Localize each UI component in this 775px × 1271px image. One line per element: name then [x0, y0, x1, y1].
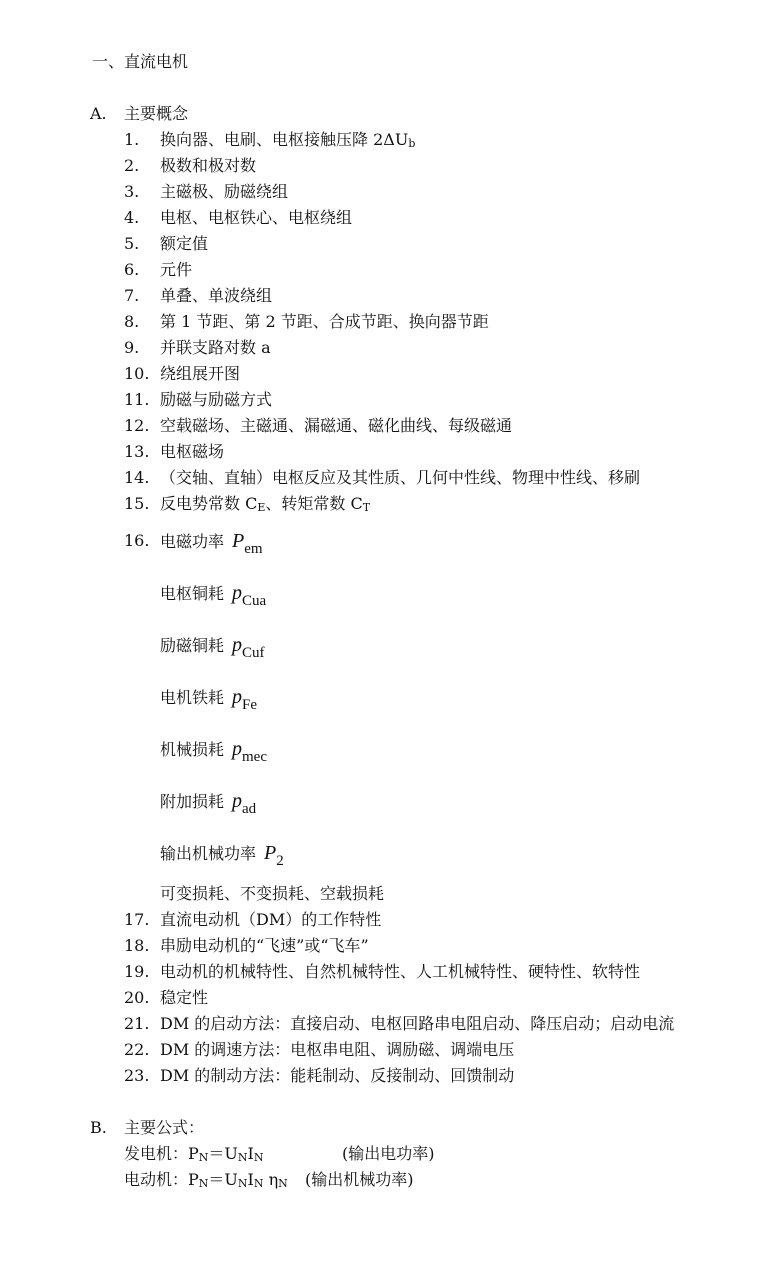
item-text [160, 259, 192, 281]
item-num: 16. [124, 531, 150, 550]
item-text-main: （交轴、直轴）电枢反应及其性质、几何中性线、物理中性线、移刷 [160, 468, 641, 487]
item-num: 12. [124, 416, 150, 435]
power-term [160, 686, 257, 716]
power-term [160, 738, 267, 768]
item-num: 20. [124, 988, 150, 1007]
item-num: 9. [124, 338, 140, 357]
item-text: 电动机的机械特性、自然机械特性、人工机械特性、硬特性、软特性 [160, 962, 641, 981]
item-num: 11. [124, 390, 150, 409]
power-label: 电机铁耗 [160, 688, 225, 707]
item-text: 直流电动机（DM）的工作特性 [160, 910, 382, 929]
item-text-main: 主磁极、励磁绕组 [160, 182, 289, 201]
item-text-main: 励磁与励磁方式 [160, 390, 273, 409]
item-text: DM 的制动方法：能耗制动、反接制动、回馈制动 [160, 1066, 515, 1085]
item-num: 6. [124, 260, 140, 279]
loss-summary: 可变损耗、不变损耗、空载损耗 [160, 884, 385, 903]
item-text-main: 极数和极对数 [160, 156, 257, 175]
item-text [160, 337, 271, 359]
item-num: 4. [124, 208, 140, 227]
item-text-main: 额定值 [160, 234, 209, 253]
item-text [160, 493, 370, 519]
item-num: 23. [124, 1066, 150, 1085]
item-text: 串励电动机的“飞速”或“飞车” [160, 936, 369, 955]
power-symbol [232, 634, 265, 661]
item-text-main: 换向器、电刷、电枢接触压降 2ΔU [160, 130, 409, 149]
power-symbol [264, 842, 284, 869]
power-label: 电枢铜耗 [160, 584, 225, 603]
power-symbol [232, 686, 258, 713]
item-num: 14. [124, 468, 150, 487]
power-symbol-letter: p [232, 738, 243, 760]
item-text [160, 181, 288, 203]
power-symbol-letter: p [232, 582, 243, 604]
item-text-main: 单叠、单波绕组 [160, 286, 273, 305]
section-a-title: 主要概念 [124, 104, 189, 123]
item-text: 稳定性 [160, 988, 209, 1007]
item-text [160, 441, 224, 463]
power-symbol-letter: P [264, 842, 277, 864]
power-symbol-letter: p [232, 790, 243, 812]
item-num: 2. [124, 156, 140, 175]
power-label: 附加损耗 [160, 792, 225, 811]
power-term [160, 790, 256, 820]
power-symbol-sub: mec [242, 749, 267, 765]
power-symbol-sub: Fe [242, 697, 258, 713]
item-num: 7. [124, 286, 140, 305]
power-symbol-letter: p [232, 686, 243, 708]
section-b-label: B. [90, 1118, 107, 1137]
item-text [160, 311, 489, 333]
power-symbol-sub: Cua [242, 593, 267, 609]
item-text [160, 207, 352, 229]
item-text [160, 155, 256, 177]
item-text-main: 第 1 节距、第 2 节距、合成节距、换向器节距 [160, 312, 489, 331]
generator-note: (输出电功率) [342, 1144, 435, 1163]
item-num: 18. [124, 936, 150, 955]
item-text [160, 363, 240, 385]
item-text [160, 467, 640, 489]
item-text [160, 233, 208, 255]
item-text: DM 的启动方法：直接启动、电枢回路串电阻启动、降压启动；启动电流 [160, 1014, 675, 1033]
power-symbol-sub: 2 [276, 853, 284, 869]
power-symbol-letter: P [232, 530, 245, 552]
power-label: 机械损耗 [160, 740, 225, 759]
section-b-title: 主要公式： [124, 1118, 205, 1137]
item-text-main: 、转矩常数 C [265, 494, 363, 513]
item-num: 13. [124, 442, 150, 461]
power-symbol [232, 530, 263, 557]
item-num: 19. [124, 962, 150, 981]
motor-formula: 电动机：PN＝UNIN ηN [124, 1170, 288, 1190]
power-symbol-sub: em [244, 541, 263, 557]
power-label: 励磁铜耗 [160, 636, 225, 655]
item-text [160, 415, 512, 437]
item-num: 1. [124, 130, 140, 149]
item-text-main: 元件 [160, 260, 193, 279]
item-num: 5. [124, 234, 140, 253]
motor-note: (输出机械功率) [305, 1170, 414, 1189]
power-symbol [232, 790, 257, 817]
power-term [160, 634, 265, 664]
item-num: 17. [124, 910, 150, 929]
power-term [160, 842, 284, 872]
power-symbol-sub: Cuf [242, 645, 265, 661]
power-symbol [232, 582, 267, 609]
section-a-label: A. [90, 104, 107, 123]
power-term [160, 530, 263, 560]
item-text-main: 反电势常数 C [160, 494, 258, 513]
item-text-sub: b [408, 137, 416, 150]
item-text [160, 285, 272, 307]
item-text-main: 电枢磁场 [160, 442, 225, 461]
generator-formula: 发电机：PN＝UNIN [124, 1144, 264, 1164]
section-heading: 一、直流电机 [92, 52, 189, 71]
item-num: 3. [124, 182, 140, 201]
item-text-main: 电枢、电枢铁心、电枢绕组 [160, 208, 353, 227]
item-text-main: 并联支路对数 a [160, 338, 271, 357]
item-num: 15. [124, 494, 150, 513]
item-num: 21. [124, 1014, 150, 1033]
item-text: DM 的调速方法：电枢串电阻、调励磁、调端电压 [160, 1040, 515, 1059]
item-text [160, 129, 415, 155]
item-num: 10. [124, 364, 150, 383]
power-label: 输出机械功率 [160, 844, 257, 863]
item-num: 8. [124, 312, 140, 331]
item-text-main: 绕组展开图 [160, 364, 241, 383]
item-text [160, 389, 272, 411]
power-symbol [232, 738, 267, 765]
power-symbol-letter: p [232, 634, 243, 656]
power-label: 电磁功率 [160, 532, 225, 551]
power-symbol-sub: ad [242, 801, 257, 817]
power-term [160, 582, 266, 612]
item-text-sub: E [257, 501, 266, 514]
item-num: 22. [124, 1040, 150, 1059]
item-text-sub: T [362, 501, 371, 514]
item-text-main: 空载磁场、主磁通、漏磁通、磁化曲线、每级磁通 [160, 416, 513, 435]
